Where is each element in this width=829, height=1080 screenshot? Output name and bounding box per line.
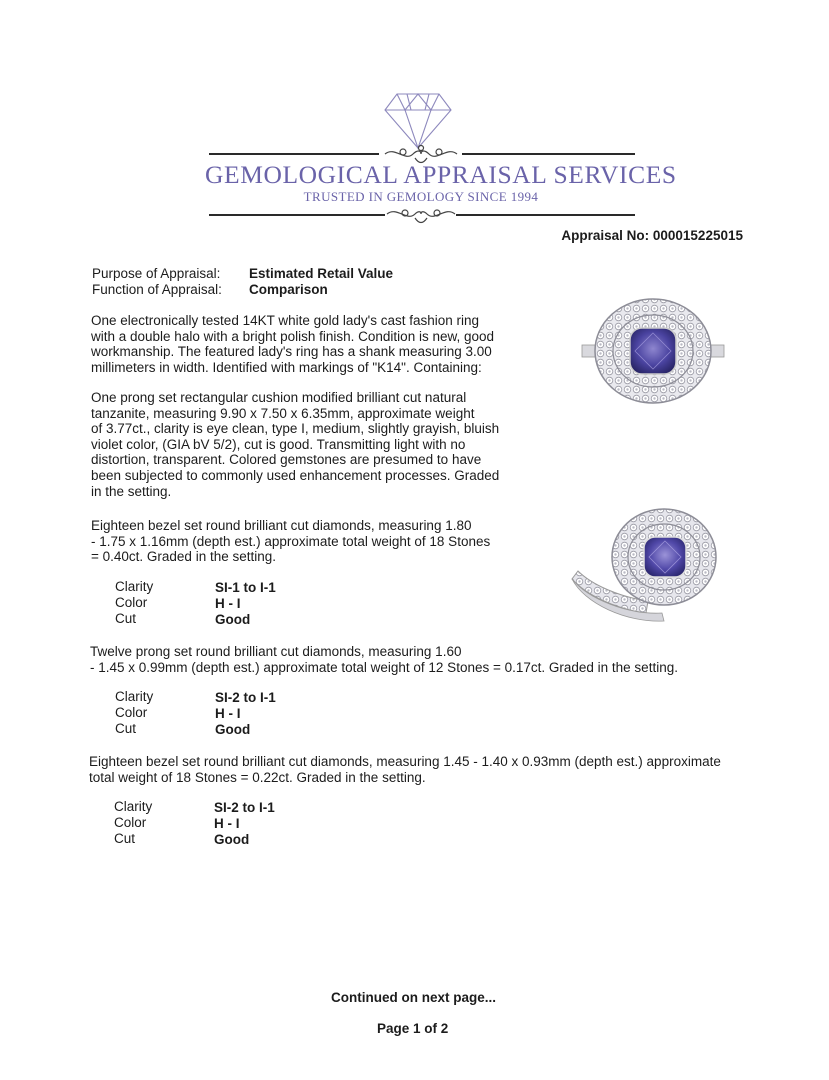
clarity-label: Clarity xyxy=(115,689,154,704)
company-name: GEMOLOGICAL APPRAISAL SERVICES xyxy=(205,160,677,189)
center-stone-line: in the setting. xyxy=(91,483,172,499)
diamond-group-line: total weight of 18 Stones = 0.22ct. Graded in the setting. xyxy=(89,769,426,785)
center-stone-line: violet color, (GIA bV 5/2), cut is good. Transmitting light with no xyxy=(91,436,466,452)
cut-label: Cut xyxy=(115,721,137,736)
cut-value: Good xyxy=(215,612,251,627)
clarity-value: SI-2 to I-1 xyxy=(215,690,276,705)
header-bottom-rule-right xyxy=(456,214,635,216)
cut-value: Good xyxy=(215,722,251,737)
diamond-group-line: = 0.40ct. Graded in the setting. xyxy=(91,549,276,565)
diamond-group-3-description xyxy=(89,754,721,785)
diamond-group-line: - 1.45 x 0.99mm (depth est.) approximate total weight of 12 Stones = 0.17ct. Graded in the setting. xyxy=(90,659,678,675)
color-value: H - I xyxy=(214,816,240,831)
color-label: Color xyxy=(114,815,147,830)
clarity-value: SI-1 to I-1 xyxy=(215,580,276,595)
clarity-label: Clarity xyxy=(115,579,154,594)
diamond-group-2-description xyxy=(90,644,678,675)
center-stone-line: of 3.77ct., clarity is eye clean, type I, medium, slightly grayish, bluish xyxy=(91,421,500,437)
center-stone-line: distortion, transparent. Colored gemstones are presumed to have xyxy=(91,452,482,468)
color-value: H - I xyxy=(215,596,241,611)
diamond-group-line: Eighteen bezel set round brilliant cut diamonds, measuring 1.45 - 1.40 x 0.93mm (depth est.) approximate xyxy=(89,754,721,769)
company-tagline: TRUSTED IN GEMOLOGY SINCE 1994 xyxy=(303,189,539,204)
color-value: H - I xyxy=(215,706,241,721)
function-label: Function of Appraisal: xyxy=(92,282,222,297)
center-stone-line: One prong set rectangular cushion modified brilliant cut natural xyxy=(91,390,467,405)
description-line: workmanship. The featured lady's ring has a shank measuring 3.00 xyxy=(91,344,492,360)
center-stone-line: tanzanite, measuring 9.90 x 7.50 x 6.35mm, approximate weight xyxy=(91,405,475,421)
cut-value: Good xyxy=(214,832,250,847)
purpose-label: Purpose of Appraisal: xyxy=(92,266,221,281)
diamond-group-line: - 1.75 x 1.16mm (depth est.) approximate total weight of 18 Stones xyxy=(91,533,491,549)
clarity-label: Clarity xyxy=(114,799,153,814)
description-line: One electronically tested 14KT white gold lady's cast fashion ring xyxy=(91,313,480,328)
ring-top-view-image xyxy=(578,295,728,407)
continued-note: Continued on next page... xyxy=(331,990,496,1005)
description-line: with a double halo with a bright polish finish. Condition is new, good xyxy=(91,328,495,344)
purpose-value: Estimated Retail Value xyxy=(249,266,394,281)
color-label: Color xyxy=(115,595,148,610)
clarity-value: SI-2 to I-1 xyxy=(214,800,275,815)
appraisal-number: Appraisal No: 000015225015 xyxy=(561,228,743,243)
ring-description xyxy=(91,313,494,375)
description-line: millimeters in width. Identified with markings of "K14". Containing: xyxy=(91,359,482,375)
center-stone-description xyxy=(91,390,499,499)
flourish-ornament-bottom-icon xyxy=(385,204,457,226)
header-top-rule-right xyxy=(462,153,635,155)
diamond-group-line: Twelve prong set round brilliant cut diamonds, measuring 1.60 xyxy=(90,644,462,659)
cut-label: Cut xyxy=(114,831,136,846)
ring-angled-view-image xyxy=(566,505,722,625)
color-label: Color xyxy=(115,705,148,720)
center-stone-line: been subjected to commonly used enhancement processes. Graded xyxy=(91,467,500,483)
header-top-rule-left xyxy=(209,153,379,155)
function-value: Comparison xyxy=(249,282,328,297)
diamond-group-1-description xyxy=(91,518,490,565)
cut-label: Cut xyxy=(115,611,137,626)
page-number: Page 1 of 2 xyxy=(377,1021,449,1036)
header-bottom-rule-left xyxy=(209,214,385,216)
diamond-group-line: Eighteen bezel set round brilliant cut diamonds, measuring 1.80 xyxy=(91,518,472,533)
